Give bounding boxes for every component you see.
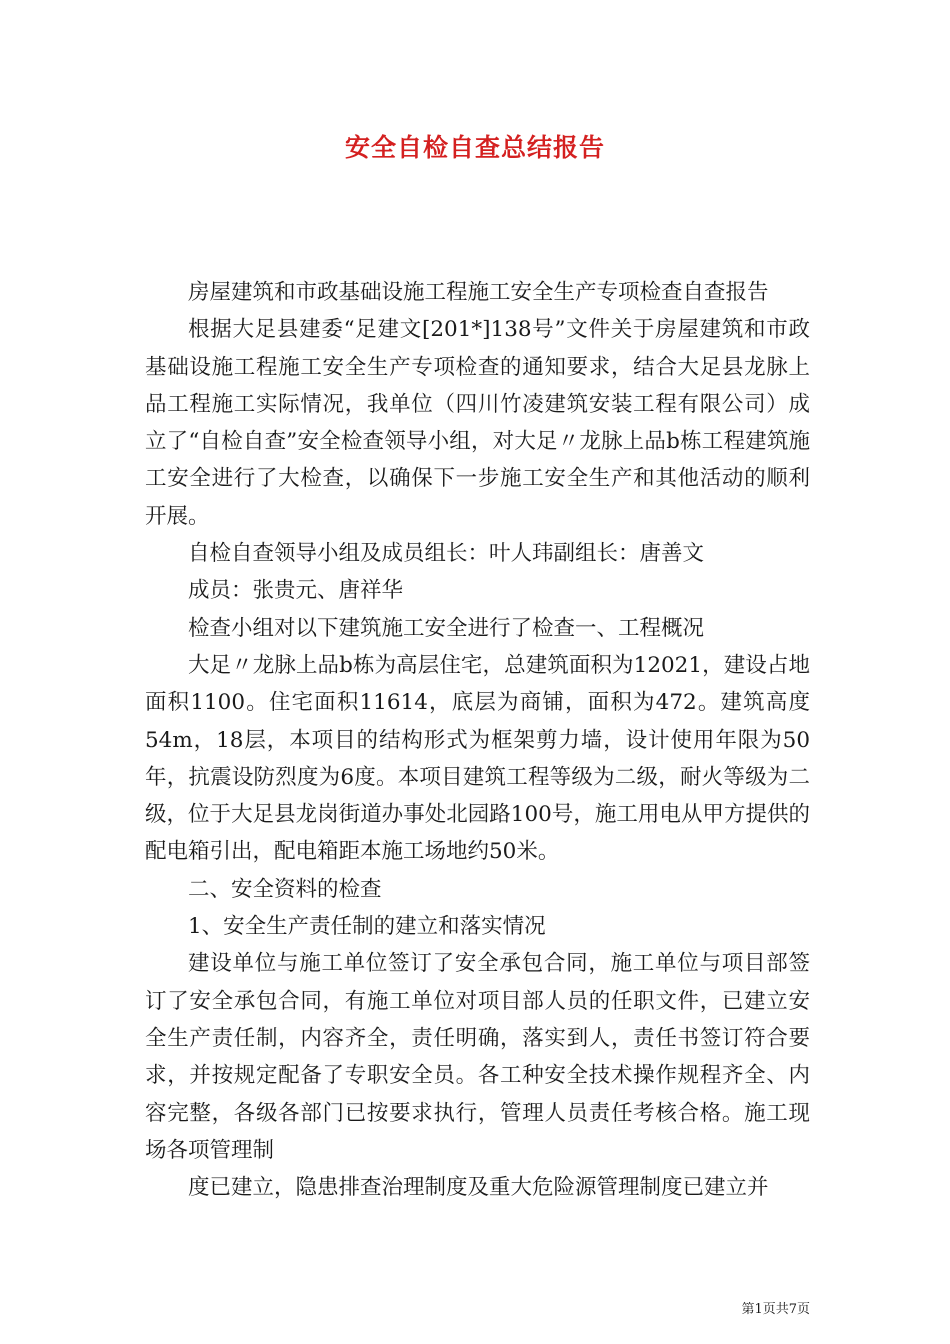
paragraph: 建设单位与施工单位签订了安全承包合同，施工单位与项目部签订了安全承包合同，有施工单位对项目部人员的任职文件，已建立安全生产责任制，内容齐全，责任明确，落实到人，责任书签订符合要求，并按规定配备了专职安全员。各工种安全技术操作规程齐全、内容完整，各级各部门已按要求执行，管理人员责任考核合格。施工现场各项管理制: [145, 951, 810, 1163]
paragraph: 自检自查领导小组及成员组长：叶人玮副组长：唐善文: [188, 541, 705, 567]
paragraph: 成员：张贵元、唐祥华: [188, 578, 404, 604]
paragraph: 大足〃龙脉上品b栋为高层住宅，总建筑面积为12021，建设占地面积1100。住宅面积11614，底层为商铺，面积为472。建筑高度54m，18层，本项目的结构形式为框架剪力墙，设计使用年限为50年，抗震设防烈度为6度。本项目建筑工程等级为二级，耐火等级为二级，位于大足县龙岗街道办事处北园路100号，施工用电从甲方提供的配电箱引出，配电箱距本施工场地约50米。: [145, 652, 810, 865]
paragraph: 二、安全资料的检查: [188, 876, 382, 902]
paragraph: 根据大足县建委“足建文[201*]138号”文件关于房屋建筑和市政基础设施工程施工安全生产专项检查的通知要求，结合大足县龙脉上品工程施工实际情况，我单位（四川竹凌建筑安装工程有限公司）成立了“自检自查”安全检查领导小组，对大足〃龙脉上品b栋工程建筑施工安全进行了大检查，以确保下一步施工安全生产和其他活动的顺利开展。: [145, 317, 810, 529]
document-title: 安全自检自查总结报告: [344, 133, 605, 162]
page-number: 第1页共7页: [741, 1302, 810, 1317]
paragraph: 1、安全生产责任制的建立和落实情况: [188, 914, 546, 940]
document-body: [145, 274, 810, 1206]
paragraph: 度已建立，隐患排查治理制度及重大危险源管理制度已建立并: [188, 1175, 769, 1201]
paragraph: 房屋建筑和市政基础设施工程施工安全生产专项检查自查报告: [188, 280, 769, 305]
paragraph: 检查小组对以下建筑施工安全进行了检查一、工程概况: [188, 615, 705, 641]
